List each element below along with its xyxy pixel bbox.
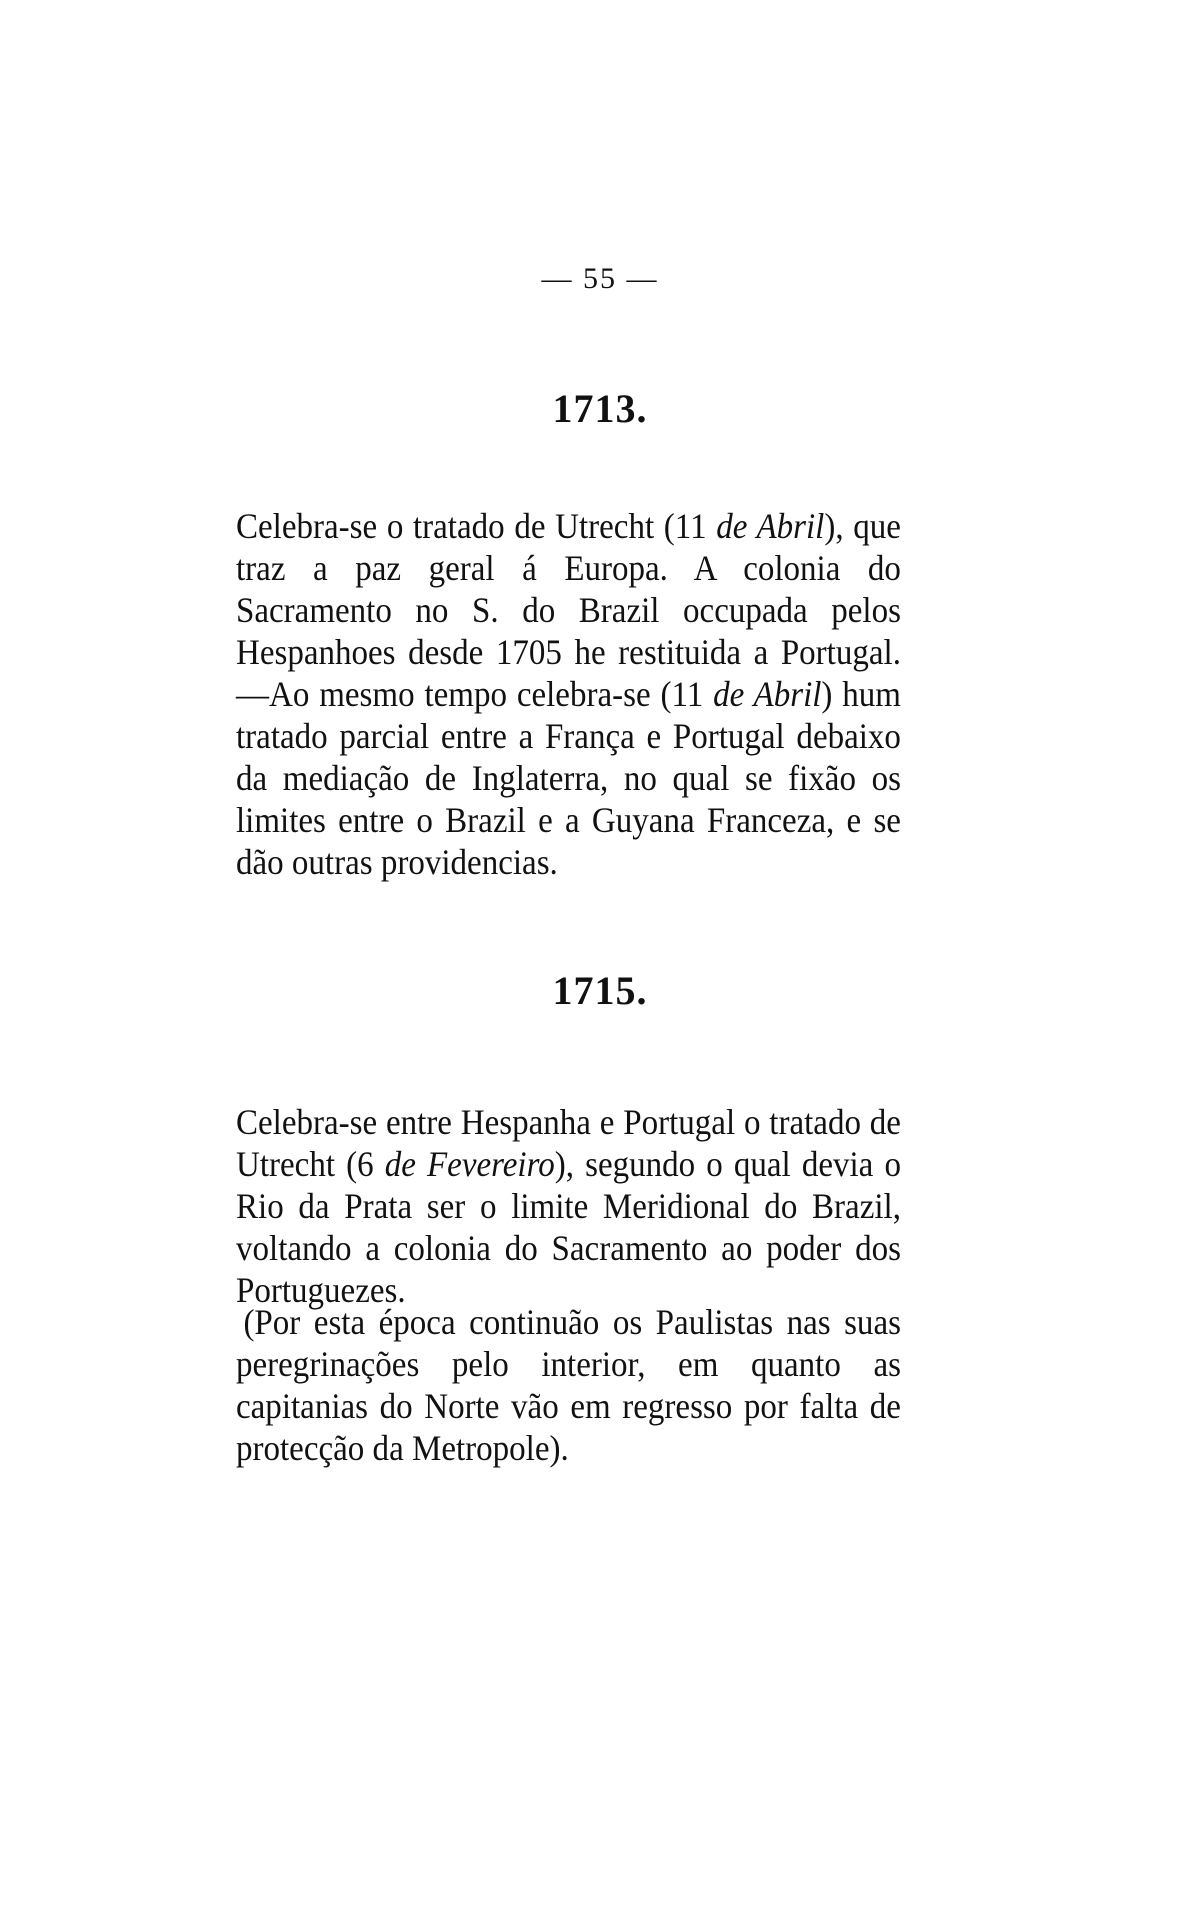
text-run: (Por esta época continuão os Paulistas nas suas peregrinações pelo interior, em quanto as capitanias do Norte vão em regresso por falta de protecção da Metropole).	[236, 1302, 901, 1468]
text-run: ), que traz a paz geral á Europa. A colonia do Sacramento no S. do Brazil occupada pelos Hespanhoes desde 1705 he restituida a Portugal.—Ao mesmo tempo celebra-se (11	[236, 506, 901, 714]
paragraph-paulistas	[236, 1301, 901, 1469]
text-run: ) hum tratado parcial entre a França e Portugal debaixo da mediação de Inglaterra, no qual se fixão os limites entre o Brazil e a Guyana Franceza, e se dão outras providencias.	[236, 674, 901, 882]
italic-date: de Abril	[716, 506, 825, 546]
text-run: ), segundo o qual devia o Rio da Prata ser o limite Meridional do Brazil, voltando a colonia do Sacramento ao poder dos Portuguezes.	[236, 1144, 901, 1310]
page-number: — 55 —	[541, 262, 659, 295]
paragraph-utrecht-1713	[236, 505, 901, 883]
italic-date: de Abril	[713, 674, 822, 714]
text-run: Celebra-se o tratado de Utrecht (11	[236, 506, 717, 546]
italic-date: de Fevereiro	[384, 1144, 555, 1184]
section-year-1715: 1715.	[552, 968, 648, 1013]
paragraph-utrecht-1715	[236, 1101, 901, 1311]
section-year-1713: 1713.	[552, 386, 648, 431]
text-run: Celebra-se entre Hespanha e Portugal o tratado de Utrecht (6	[236, 1102, 901, 1184]
